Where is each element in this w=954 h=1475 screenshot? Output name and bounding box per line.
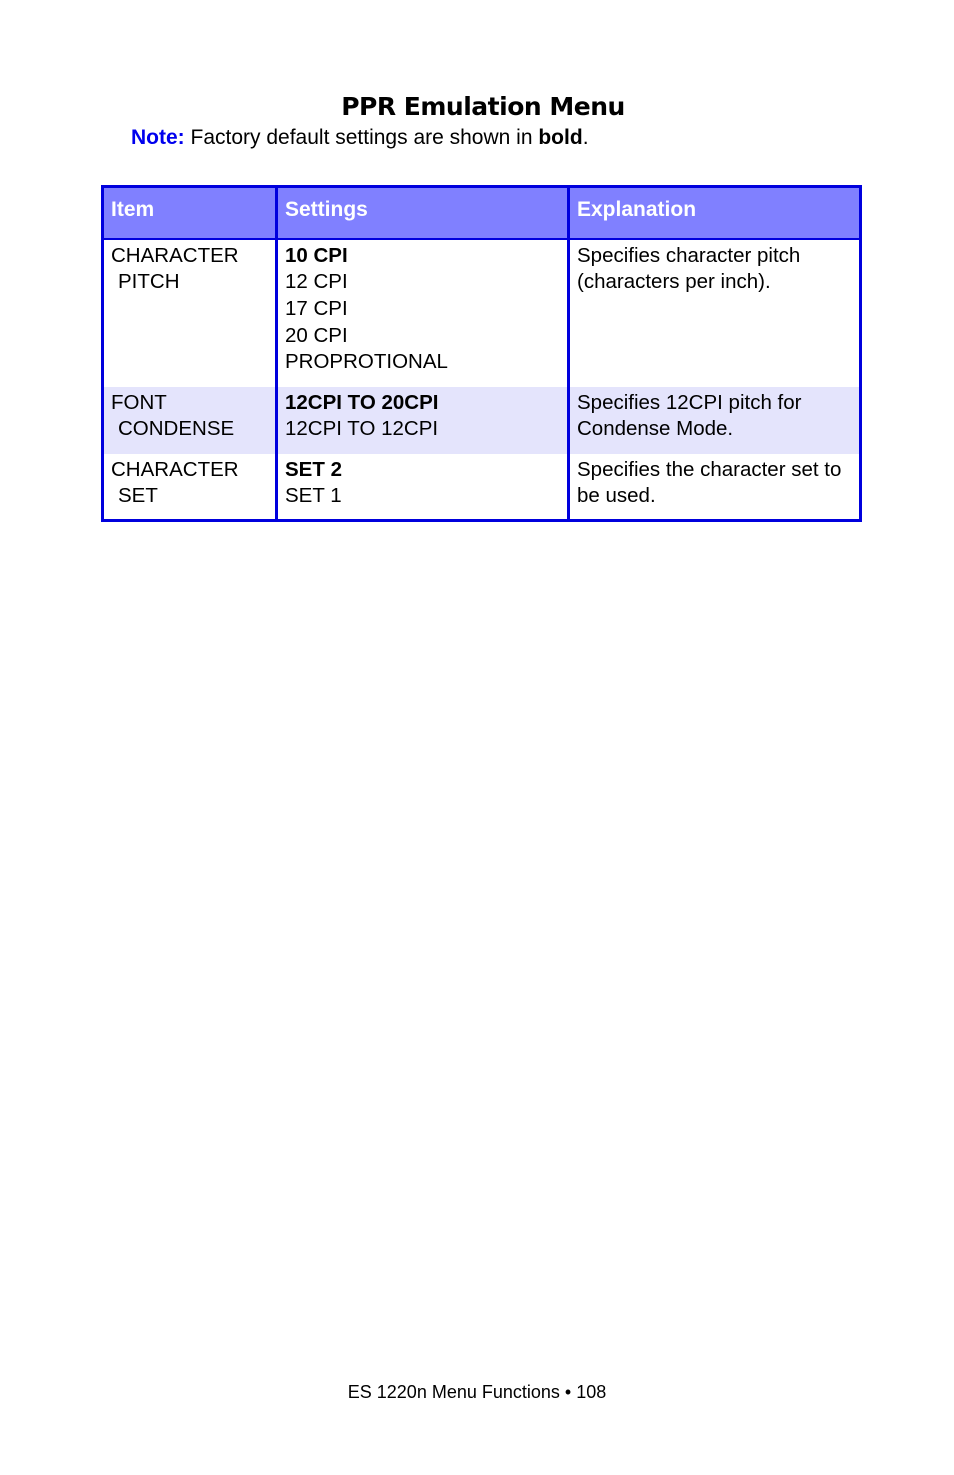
header-explanation: Explanation [569, 187, 861, 239]
setting-option: PROPROTIONAL [285, 350, 448, 374]
item-cell [103, 387, 277, 454]
setting-option: 12CPI TO 12CPI [285, 417, 439, 441]
page-title: PPR Emulation Menu [341, 92, 625, 121]
settings-cell [277, 239, 569, 387]
item-name-line1: FONT [111, 390, 167, 414]
header-item: Item [103, 187, 277, 239]
item-name-line2: PITCH [118, 270, 180, 294]
table-row [103, 239, 861, 387]
menu-table [101, 185, 862, 522]
header-settings: Settings [277, 187, 569, 239]
note-text-before: Factory default settings are shown in [184, 126, 539, 149]
explanation-cell: Specifies character pitch (characters per inch). [569, 239, 861, 387]
table-row [103, 387, 861, 454]
note-text-after: . [582, 126, 589, 149]
setting-default: 10 CPI [285, 243, 348, 267]
settings-cell [277, 387, 569, 454]
explanation-cell: Specifies the character set to be used. [569, 454, 861, 521]
table-header-row [103, 187, 861, 239]
item-cell [103, 239, 277, 387]
note-bold-word: bold [538, 126, 583, 149]
setting-default: SET 2 [285, 457, 342, 481]
table-row [103, 454, 861, 521]
item-name-line2: CONDENSE [118, 417, 235, 441]
explanation-cell: Specifies 12CPI pitch for Condense Mode. [569, 387, 861, 454]
setting-option: SET 1 [285, 484, 342, 508]
page-footer: ES 1220n Menu Functions • 108 [347, 1382, 607, 1402]
setting-default: 12CPI TO 20CPI [285, 390, 439, 414]
note [131, 126, 589, 150]
item-name-line1: CHARACTER [111, 243, 239, 267]
settings-cell [277, 454, 569, 521]
setting-option: 12 CPI [285, 270, 348, 294]
note-label: Note: [131, 126, 185, 149]
setting-option: 17 CPI [285, 296, 348, 320]
item-name-line2: SET [118, 484, 158, 508]
setting-option: 20 CPI [285, 323, 348, 347]
item-name-line1: CHARACTER [111, 457, 239, 481]
item-cell [103, 454, 277, 521]
